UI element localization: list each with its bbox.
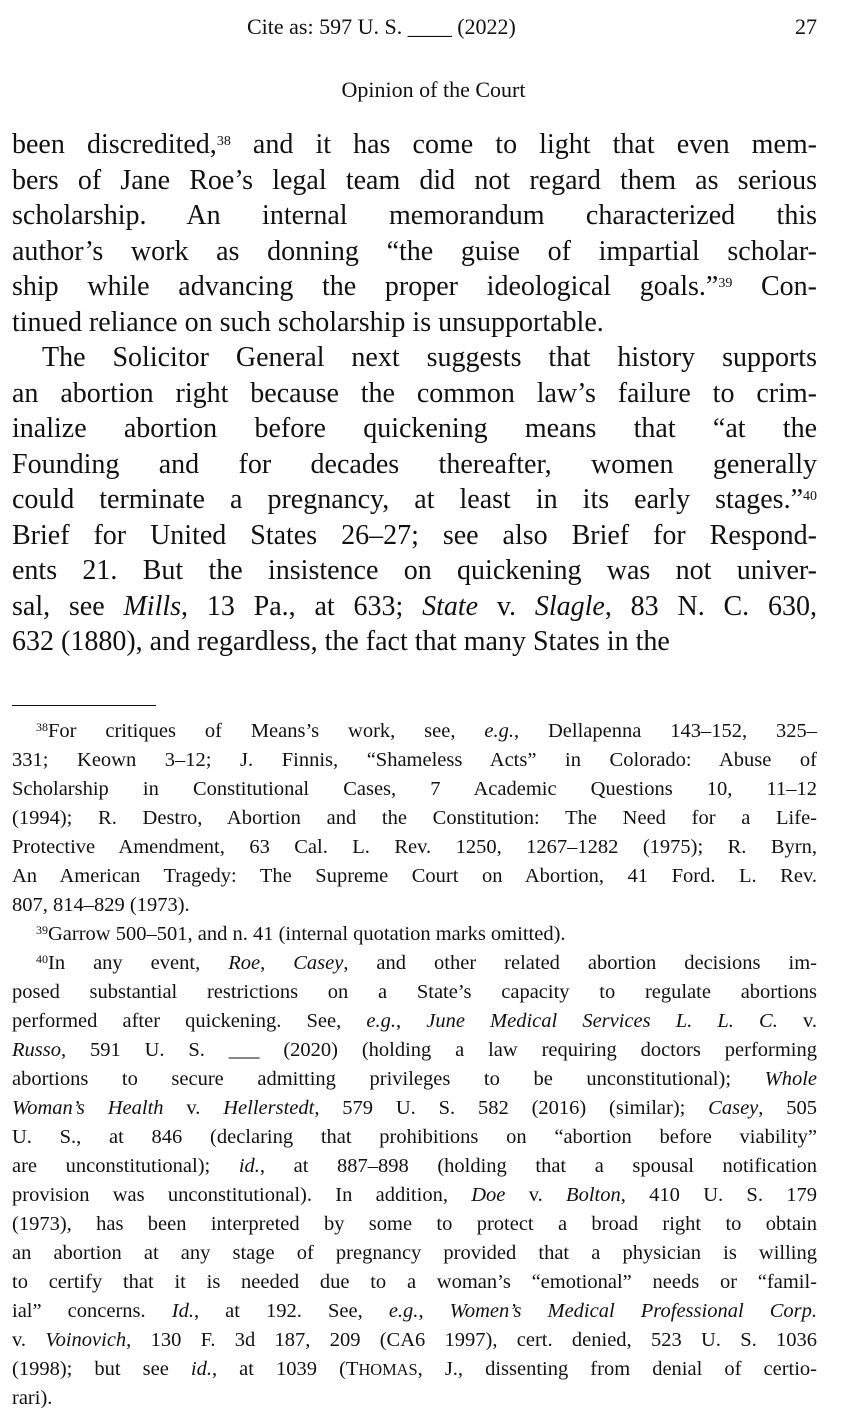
text-run: an abortion right because the common law’s failure to crim- xyxy=(12,377,817,409)
text-run: Protective Amendment, 63 Cal. L. Rev. 1250, 1267–1282 (1975); R. Byrn, xyxy=(12,836,817,858)
text-run: scholarship. An internal memorandum characterized this xyxy=(12,200,817,231)
text-run: For critiques of Means’s work, see, xyxy=(48,720,485,742)
text-run: , and other related abortion decisions im- xyxy=(343,952,817,974)
text-run: v. xyxy=(163,1097,224,1119)
text-run: , 505 xyxy=(758,1097,817,1119)
opinion-subtitle: Opinion of the Court xyxy=(341,77,526,102)
body-text-line xyxy=(12,518,817,554)
footnote-line xyxy=(12,1239,817,1268)
text-run: Mills xyxy=(123,590,182,622)
footnote-marker: 38 xyxy=(36,720,48,734)
footnote-line xyxy=(12,1152,817,1181)
text-run: (1973), has been interpreted by some to protect a broad right to obtain xyxy=(12,1213,817,1235)
text-run: v. xyxy=(478,590,535,622)
footnote-line xyxy=(12,804,817,833)
text-run: v. xyxy=(505,1184,567,1206)
body-text-line xyxy=(12,127,817,163)
footnote-line xyxy=(12,1123,817,1152)
text-run: tinued reliance on such scholarship is unsupportable. xyxy=(12,306,604,338)
text-run: Slagle xyxy=(534,590,605,622)
text-run: e.g. xyxy=(484,720,514,742)
body-text-line xyxy=(12,163,817,199)
text-run: Casey xyxy=(293,952,344,974)
text-run: , 410 U. S. 179 xyxy=(620,1184,817,1206)
text-run: , at 1039 (T xyxy=(211,1358,359,1380)
text-run: are unconstitutional); xyxy=(12,1155,239,1177)
footnote-marker: 38 xyxy=(216,134,231,149)
text-run: 632 (1880), and regardless, the fact that many States in the xyxy=(12,626,670,657)
text-run: The Solicitor General next suggests that history supports xyxy=(42,342,817,373)
footnote-line xyxy=(12,1036,817,1065)
footnote-line xyxy=(12,1355,817,1384)
text-run: performed after quickening. See, xyxy=(12,1010,367,1032)
text-run: , xyxy=(260,952,294,974)
body-text-line xyxy=(12,198,817,234)
text-run: Id. xyxy=(171,1300,194,1322)
footnote-separator xyxy=(12,705,156,706)
text-run: Roe xyxy=(228,952,261,974)
body-text-line xyxy=(12,340,817,376)
text-run: abortions to secure admitting privileges to be unconstitutional); xyxy=(12,1068,765,1090)
footnote-line xyxy=(12,717,817,746)
text-run: Brief for United States 26–27; see also Brief for Respond- xyxy=(12,519,817,551)
text-run: Russo xyxy=(12,1039,61,1061)
body-text-line xyxy=(12,411,817,447)
text-run: inalize abortion before quickening means that “at the xyxy=(12,413,817,444)
text-run: Whole xyxy=(764,1068,817,1090)
text-run: ship while advancing the proper ideological goals.” xyxy=(12,271,719,302)
footnote-marker: 40 xyxy=(803,489,817,504)
text-run: Doe xyxy=(471,1184,506,1206)
text-run: ents 21. But the insistence on quickening was not univer- xyxy=(12,555,817,586)
footnote-line xyxy=(12,920,817,949)
text-run: bers of Jane Roe’s legal team did not regard them as serious xyxy=(12,164,817,196)
text-run: e.g. xyxy=(366,1010,396,1032)
text-run: to certify that it is needed due to a woman’s “emotional” needs or “famil- xyxy=(12,1271,817,1293)
body-text-line xyxy=(12,482,817,518)
body-text-line xyxy=(12,624,817,660)
footnote-marker: 40 xyxy=(36,952,48,966)
running-header xyxy=(0,14,867,44)
footnote-line xyxy=(12,891,817,920)
text-run: , xyxy=(395,1010,427,1032)
text-run: id. xyxy=(190,1358,212,1380)
body-text-line xyxy=(12,305,817,341)
text-run: (1994); R. Destro, Abortion and the Constitution: The Need for a Life- xyxy=(12,807,817,829)
text-run: and it has come to light that even mem- xyxy=(230,129,817,160)
footnote-line xyxy=(12,949,817,978)
body-text-line xyxy=(12,269,817,305)
text-run: , xyxy=(418,1300,450,1322)
text-run: 331; Keown 3–12; J. Finnis, “Shameless Acts” in Colorado: Abuse of xyxy=(12,749,817,771)
text-run: State xyxy=(422,590,479,622)
body-text-line xyxy=(12,376,817,412)
text-run: could terminate a pregnancy, at least in its early stages.” xyxy=(12,484,803,515)
body-text-line xyxy=(12,553,817,589)
text-run: Garrow 500–501, and n. 41 (internal quotation marks omitted). xyxy=(48,923,566,945)
footnote-line xyxy=(12,1384,817,1413)
text-run: In any event, xyxy=(48,952,229,974)
text-run: Founding and for decades thereafter, women generally xyxy=(12,448,817,480)
footnote-line xyxy=(12,1268,817,1297)
text-run: been discredited, xyxy=(12,129,217,160)
body-text-line xyxy=(12,589,817,625)
text-run: Women’s Medical Professional Corp. xyxy=(449,1300,817,1322)
text-run: , at 192. See, xyxy=(193,1300,389,1322)
body-text-line xyxy=(12,234,817,270)
text-run: Bolton xyxy=(566,1184,621,1206)
opinion-body-text xyxy=(12,127,817,660)
footnote-line xyxy=(12,1297,817,1326)
text-run: id. xyxy=(238,1155,260,1177)
text-run: An American Tragedy: The Supreme Court on Abortion, 41 Ford. L. Rev. xyxy=(12,865,817,887)
text-run: an abortion at any stage of pregnancy provided that a physician is willing xyxy=(12,1242,817,1264)
footnote-line xyxy=(12,1065,817,1094)
footnote-line xyxy=(12,1326,817,1355)
text-run: Hellerstedt xyxy=(223,1097,315,1119)
text-run: , J., dissenting from denial of certio- xyxy=(417,1358,817,1380)
body-text-line xyxy=(12,447,817,483)
text-run: e.g. xyxy=(388,1300,419,1322)
footnote-line xyxy=(12,746,817,775)
text-run: Scholarship in Constitutional Cases, 7 Academic Questions 10, 11–12 xyxy=(12,778,817,800)
footnote-line xyxy=(12,1181,817,1210)
text-run: 807, 814–829 (1973). xyxy=(12,894,190,916)
text-run: Casey xyxy=(708,1097,759,1119)
text-run: Voinovich xyxy=(45,1329,127,1351)
footnote-line xyxy=(12,833,817,862)
text-run: (1998); but see xyxy=(12,1358,191,1380)
footnote-marker: 39 xyxy=(718,276,733,291)
page-number: 27 xyxy=(795,14,817,39)
text-run: Woman’s Health xyxy=(12,1097,164,1119)
text-run: rari). xyxy=(12,1387,53,1409)
text-run: U. S., at 846 (declaring that prohibitions on “abortion before viability” xyxy=(12,1126,817,1148)
citation-line: Cite as: 597 U. S. ____ (2022) xyxy=(247,14,516,39)
text-run: sal, see xyxy=(12,590,124,622)
text-run: HOMAS xyxy=(358,1360,418,1379)
text-run: , Dellapenna 143–152, 325– xyxy=(513,720,817,742)
text-run: , 579 U. S. 582 (2016) (similar); xyxy=(314,1097,709,1119)
text-run: provision was unconstitutional). In addition, xyxy=(12,1184,472,1206)
text-run: , 83 N. C. 630, xyxy=(604,590,817,622)
footnote-line xyxy=(12,1210,817,1239)
text-run: June Medical Services L. L. C. xyxy=(426,1010,778,1032)
footnotes xyxy=(12,717,817,1413)
text-run: ial” concerns. xyxy=(12,1300,172,1322)
footnote-line xyxy=(12,978,817,1007)
text-run: , 13 Pa., at 633; xyxy=(181,590,423,622)
footnote-line xyxy=(12,862,817,891)
footnote-marker: 39 xyxy=(36,923,48,937)
text-run: , 130 F. 3d 187, 209 (CA6 1997), cert. denied, 523 U. S. 1036 xyxy=(126,1329,817,1351)
footnote-line xyxy=(12,1094,817,1123)
text-run: v. xyxy=(777,1010,818,1032)
text-run: author’s work as donning “the guise of impartial scholar- xyxy=(12,235,817,267)
footnote-line xyxy=(12,775,817,804)
footnote-line xyxy=(12,1007,817,1036)
text-run: , 591 U. S. ___ (2020) (holding a law requiring doctors performing xyxy=(60,1039,817,1061)
text-run: posed substantial restrictions on a State’s capacity to regulate abortions xyxy=(12,981,817,1003)
text-run: , at 887–898 (holding that a spousal notification xyxy=(259,1155,817,1177)
text-run: v. xyxy=(12,1329,46,1351)
text-run: Con- xyxy=(732,271,818,302)
